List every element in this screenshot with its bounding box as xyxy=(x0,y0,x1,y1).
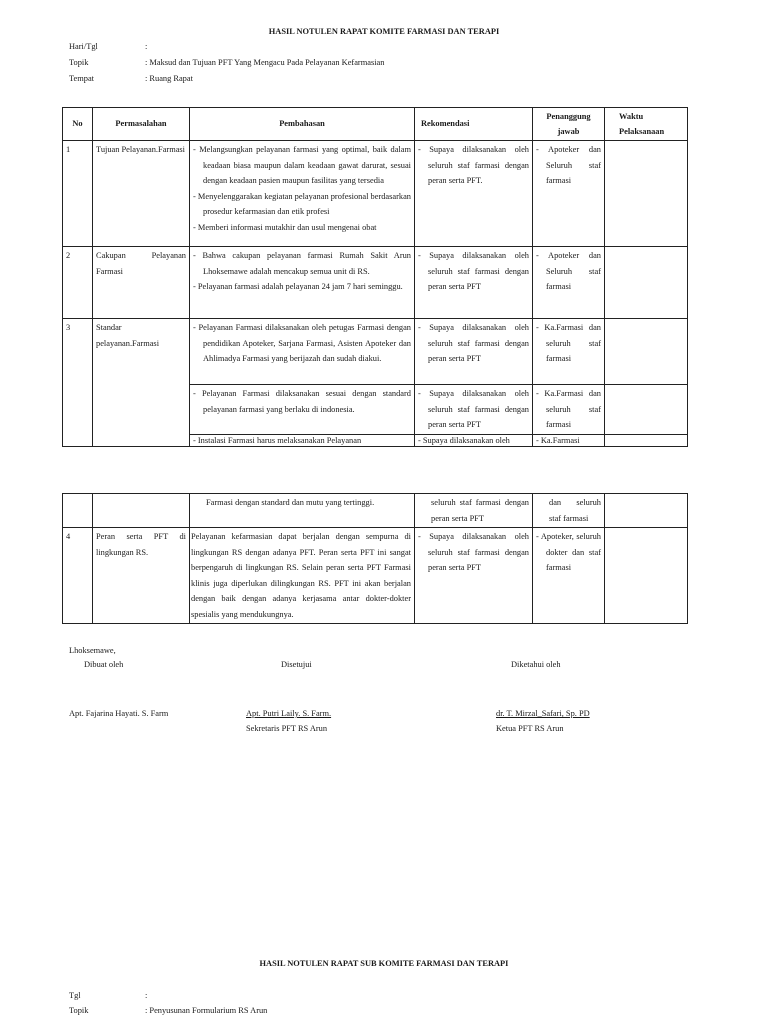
meta-value-date: : xyxy=(145,42,148,51)
cell-responsible xyxy=(533,319,605,385)
cell-no: 3 xyxy=(63,319,93,447)
cell-time xyxy=(605,141,688,247)
signer-role-2: Sekretaris PFT RS Arun xyxy=(246,724,328,733)
header-responsible-line1: Penanggung xyxy=(546,112,591,121)
header-responsible xyxy=(533,108,605,141)
discussion-point: - Menyelenggarakan kegiatan pelayanan profesional berdasarkan prosedur kefarmasian dan etik profesi xyxy=(193,191,411,216)
cell-no: 4 xyxy=(63,528,93,624)
header-problem: Permasalahan xyxy=(93,108,190,141)
cell-recommendation xyxy=(415,528,533,624)
minutes-table xyxy=(62,107,688,447)
cell-discussion xyxy=(190,319,415,385)
cell-discussion xyxy=(190,385,415,435)
discussion-point: - Instalasi Farmasi harus melaksanakan Pelayanan xyxy=(193,435,362,445)
cell-problem: Tujuan Pelayanan.Farmasi xyxy=(93,141,190,247)
cell-responsible: dan seluruh staf farmasi xyxy=(533,494,605,528)
responsible-text: - Apoteker dan Seluruh staf farmasi xyxy=(536,251,601,291)
cell-responsible xyxy=(533,528,605,624)
meta-value-topic-2: : Penyusunan Formularium RS Arun xyxy=(145,1006,268,1015)
cell-no xyxy=(63,494,93,528)
cell-time xyxy=(605,247,688,319)
signer-name-1: Apt. Fajarina Hayati. S. Farm xyxy=(69,709,169,718)
cell-time xyxy=(605,434,688,446)
responsible-text: - Ka.Farmasi dan seluruh staf farmasi xyxy=(536,389,601,429)
recommendation-text: - Supaya dilaksanakan oleh seluruh staf farmasi dengan peran serta PFT xyxy=(418,251,529,291)
cell-time xyxy=(605,385,688,435)
meta-value-date-2: : xyxy=(145,991,148,1000)
table-row xyxy=(63,319,688,385)
meta-value-place: : Ruang Rapat xyxy=(145,74,193,83)
meta-label-date: Hari/Tgl xyxy=(69,42,98,51)
discussion-point: - Pelayanan farmasi adalah pelayanan 24 jam 7 hari seminggu. xyxy=(193,282,403,291)
cell-problem: Peran serta PFT di lingkungan RS. xyxy=(93,528,190,624)
recommendation-text: - Supaya dilaksanakan oleh seluruh staf farmasi dengan peran serta PFT. xyxy=(418,145,529,185)
table-row xyxy=(63,528,688,624)
recommendation-text: - Supaya dilaksanakan oleh seluruh staf farmasi dengan peran serta PFT xyxy=(418,532,529,572)
signer-name-2: Apt. Putri Laily. S. Farm. xyxy=(246,709,332,718)
recommendation-text: - Supaya dilaksanakan oleh seluruh staf farmasi dengan peran serta PFT xyxy=(418,389,529,429)
cell-recommendation xyxy=(415,141,533,247)
signature-approved: Disetujui xyxy=(281,660,312,669)
header-time-line2: Pelaksanaan xyxy=(619,127,665,136)
cell-no: 2 xyxy=(63,247,93,319)
meta-label-date-2: Tgl xyxy=(69,991,81,1000)
table-row xyxy=(63,494,688,528)
header-no: No xyxy=(63,108,93,141)
responsible-text: - Apoteker, seluruh dokter dan staf farmasi xyxy=(536,532,601,572)
discussion-point: - Pelayanan Farmasi dilaksanakan sesuai dengan standard pelayanan farmasi yang berlaku di indonesia. xyxy=(193,389,411,414)
recommendation-text: - Supaya dilaksanakan oleh seluruh staf farmasi dengan peran serta PFT xyxy=(418,323,529,363)
cell-time xyxy=(605,494,688,528)
meta-label-place: Tempat xyxy=(69,74,94,83)
header-responsible-line2: jawab xyxy=(557,127,580,136)
responsible-text: - Ka.Farmasi dan seluruh staf farmasi xyxy=(536,323,601,363)
cell-discussion xyxy=(190,247,415,319)
responsible-text: - Ka.Farmasi xyxy=(536,435,580,445)
cell-recommendation xyxy=(415,247,533,319)
cell-time xyxy=(605,319,688,385)
discussion-point: - Melangsungkan pelayanan farmasi yang optimal, baik dalam keadaan biasa maupun dalam keadaan gawat darurat, sesuai dengan keadaan pasien maupun fasilitas yang tersedia xyxy=(193,145,411,185)
header-recommendation: Rekomendasi xyxy=(415,108,533,141)
signature-made-by: Dibuat oleh xyxy=(84,660,124,669)
cell-no: 1 xyxy=(63,141,93,247)
responsible-text: - Apoteker dan Seluruh staf farmasi xyxy=(536,145,601,185)
discussion-point: - Bahwa cakupan pelayanan farmasi Rumah Sakit Arun Lhoksemawe adalah mencakup semua unit di RS. xyxy=(193,251,411,276)
cell-responsible xyxy=(533,385,605,435)
cell-recommendation xyxy=(415,385,533,435)
table-row xyxy=(63,141,688,247)
header-discussion: Pembahasan xyxy=(190,108,415,141)
meta-value-topic: : Maksud dan Tujuan PFT Yang Mengacu Pada Pelayanan Kefarmasian xyxy=(145,58,385,67)
signer-role-3: Ketua PFT RS Arun xyxy=(496,724,564,733)
cell-responsible xyxy=(533,247,605,319)
discussion-point: - Pelayanan Farmasi dilaksanakan oleh petugas Farmasi dengan pendidikan Apoteker, Sarjana Farmasi, Asisten Apoteker dan Ahlimadya Farmasi yang berijazah dan sudah diakui. xyxy=(193,323,411,363)
cell-responsible xyxy=(533,141,605,247)
recommendation-text: - Supaya dilaksanakan oleh xyxy=(418,435,510,445)
meta-label-topic: Topik xyxy=(69,58,89,67)
cell-problem xyxy=(93,494,190,528)
minutes-table-continued xyxy=(62,493,688,624)
cell-discussion: Farmasi dengan standard dan mutu yang tertinggi. xyxy=(190,494,415,528)
cell-problem: Standar pelayanan.Farmasi xyxy=(93,319,190,447)
header-time-line1: Waktu xyxy=(619,112,644,121)
cell-recommendation xyxy=(415,319,533,385)
discussion-point: - Memberi informasi mutakhir dan usul mengenai obat xyxy=(193,222,377,232)
cell-recommendation: seluruh staf farmasi dengan peran serta PFT xyxy=(415,494,533,528)
cell-recommendation xyxy=(415,434,533,446)
meta-label-topic-2: Topik xyxy=(69,1006,89,1015)
signature-known: Diketahui oleh xyxy=(511,660,561,669)
cell-responsible xyxy=(533,434,605,446)
document-title-2: HASIL NOTULEN RAPAT SUB KOMITE FARMASI DAN TERAPI xyxy=(259,959,509,968)
header-time xyxy=(605,108,688,141)
cell-discussion: Pelayanan kefarmasian dapat berjalan dengan sempurna di lingkungan RS dengan adanya PFT. Peran serta PFT ini sangat berpengaruh di lingkungan RS. Selain peran serta PFT Farmasi klinis juga diperlukan dilingkungan RS. PFT ini akan berjalan dengan baik dengan adanya kerjasama antar dokter-dokter spesialis yang mendukungnya. xyxy=(190,528,415,624)
cell-problem: Cakupan Pelayanan Farmasi xyxy=(93,247,190,319)
signer-name-3: dr. T. Mirzal_Safari, Sp. PD xyxy=(496,709,590,718)
table-row xyxy=(63,247,688,319)
cell-discussion xyxy=(190,434,415,446)
signature-place: Lhoksemawe, xyxy=(69,646,116,655)
document-title: HASIL NOTULEN RAPAT KOMITE FARMASI DAN TERAPI xyxy=(268,27,500,36)
cell-time xyxy=(605,528,688,624)
cell-discussion xyxy=(190,141,415,247)
